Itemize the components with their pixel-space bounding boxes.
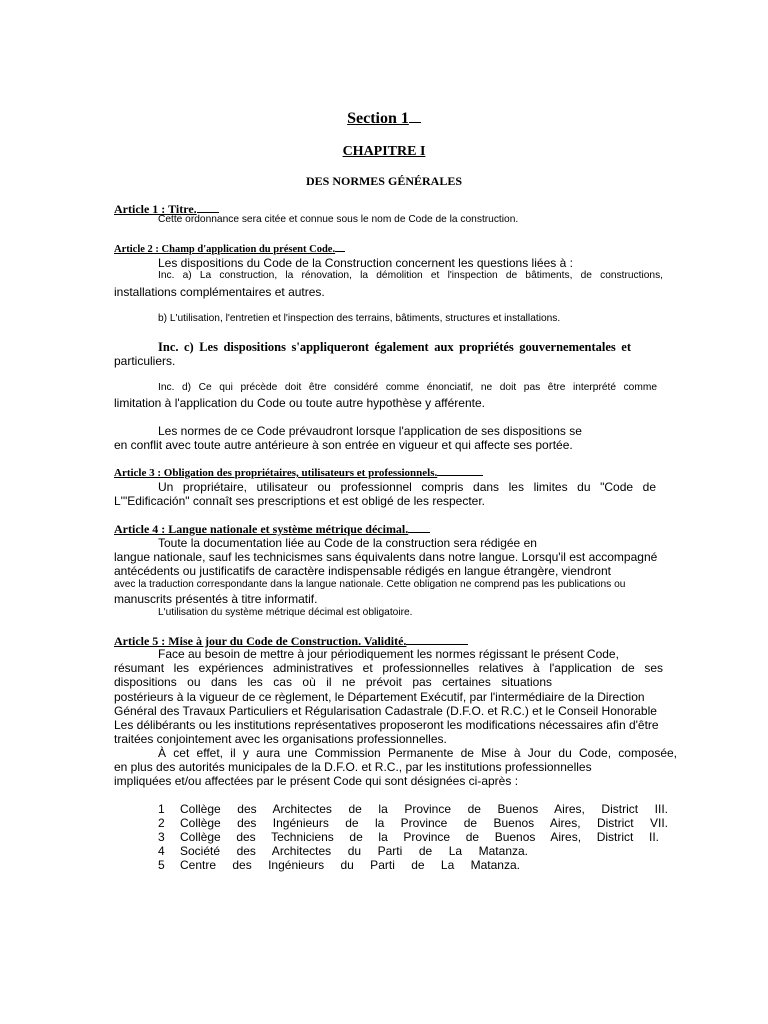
article-5-line4: postérieurs à la vigueur de ce règlement, le Département Exécutif, par l'intermédiaire de la Direction [114,690,645,704]
list-item-number: 4 [158,844,165,858]
article-4-line2: langue nationale, sauf les technicismes sans équivalents dans notre langue. Lorsqu'il est accompagné [114,550,658,564]
chapter-title: CHAPITRE I [342,144,426,159]
article-1-heading-text: Article 1 : Titre. [114,202,197,216]
article-5-heading [114,633,468,648]
article-5-line6: Les délibérants ou les institutions représentatives proposeront les modifications nécessaires afin d'être [114,718,659,732]
article-5-heading-text: Article 5 : Mise à jour du Code de Construction. Validité. [114,634,407,648]
article-2-norms-line2: en conflit avec toute autre antérieure à son entrée en vigueur et qui affecte ses portée. [114,438,573,452]
article-5-line7: traitées conjointement avec les organisations professionnelles. [114,732,447,746]
list-item-text: Société des Architectes du Parti de La Matanza. [180,844,528,858]
list-item-text: Collège des Ingénieurs de la Province de Buenos Aires, District VII. [180,816,668,830]
article-4-line6: L'utilisation du système métrique décimal est obligatoire. [158,607,413,618]
list-item-text: Collège des Techniciens de la Province de Buenos Aires, District II. [180,830,659,844]
article-5-line10: impliquées et/ou affectées par le présent Code qui sont désignées ci-après : [114,774,519,788]
article-4-line5: manuscrits présentés à titre informatif. [114,592,318,606]
list-item [158,844,528,858]
list-item-number: 5 [158,858,165,872]
list-item [158,858,520,872]
list-item [158,830,659,844]
article-5-line5: Général des Travaux Particuliers et Régularisation Cadastrale (D.F.O. et R.C.) et le Conseil Honorable [114,704,657,718]
article-4-line3: antécédents ou justificatifs de caractère indispensable rédigés en langue étrangère, viendront [114,564,611,578]
article-2-inc-d-line2: limitation à l'application du Code ou toute autre hypothèse y afférente. [114,396,485,410]
chapter-subtitle: DES NORMES GÉNÉRALES [305,174,463,188]
list-item-number: 2 [158,816,165,830]
article-2-inc-a-line2: installations complémentaires et autres. [114,285,325,299]
article-2-heading [114,242,345,256]
article-3-heading [114,465,483,480]
article-2-heading-underline [335,242,345,252]
article-5-line9: en plus des autorités municipales de la D.F.O. et R.C., par les institutions professionnelles [114,760,592,774]
article-4-heading-text: Article 4 : Langue nationale et système métrique décimal. [114,522,409,536]
article-4-heading-underline [408,521,430,533]
list-item [158,816,668,830]
section-title-underline [409,111,421,123]
list-item-number: 1 [158,802,165,816]
list-item-text: Centre des Ingénieurs du Parti de La Matanza. [180,858,520,872]
article-2-inc-c-line1: Inc. c) Les dispositions s'appliqueront également aux propriétés gouvernementales et [158,340,631,354]
article-5-line8: À cet effet, il y aura une Commission Permanente de Mise à Jour du Code, composée, [158,746,677,760]
list-item-text: Collège des Architectes de la Province de Buenos Aires, District III. [180,802,668,816]
article-5-line2: résumant les expériences administratives et professionnelles relatives à l'application de ses [114,661,663,675]
article-2-inc-b: b) L'utilisation, l'entretien et l'inspection des terrains, bâtiments, structures et installations. [158,313,561,324]
article-4-line4: avec la traduction correspondante dans la langue nationale. Cette obligation ne comprend pas les publications ou [114,579,626,590]
article-3-heading-underline [437,465,483,476]
article-1-text: Cette ordonnance sera citée et connue sous le nom de Code de la construction. [158,214,519,225]
article-2-inc-c-line2: particuliers. [114,354,176,368]
article-3-heading-text: Article 3 : Obligation des propriétaires, utilisateurs et professionnels. [114,467,438,479]
article-4-line1: Toute la documentation liée au Code de la construction sera rédigée en [158,536,537,550]
article-4-heading [114,521,430,536]
section-title-text: Section 1 [347,110,409,127]
list-item [158,802,668,816]
article-2-inc-a-line1: Inc. a) La construction, la rénovation, la démolition et l'inspection de bâtiments, de constructions, [158,270,663,281]
article-5-line1: Face au besoin de mettre à jour périodiquement les normes régissant le présent Code, [158,647,619,661]
article-2-inc-d-line1: Inc. d) Ce qui précède doit être considéré comme énonciatif, ne doit pas être interprété comme [158,382,657,393]
article-2-intro: Les dispositions du Code de la Construction concernent les questions liées à : [158,256,573,270]
article-5-heading-underline [406,633,468,645]
list-item-number: 3 [158,830,165,844]
article-2-norms-line1: Les normes de ce Code prévaudront lorsque l'application de ses dispositions se [158,424,582,438]
section-title [0,110,768,128]
article-3-line2: L'"Edificación" connaît ses prescriptions et est obligé de les respecter. [114,494,486,508]
article-2-heading-text: Article 2 : Champ d'application du présent Code. [114,244,336,255]
article-3-line1: Un propriétaire, utilisateur ou professionnel compris dans les limites du "Code de [158,480,656,494]
article-1-heading-underline [197,201,219,213]
article-5-line3: dispositions ou dans les cas où il ne prévoit pas certaines situations [114,675,552,689]
